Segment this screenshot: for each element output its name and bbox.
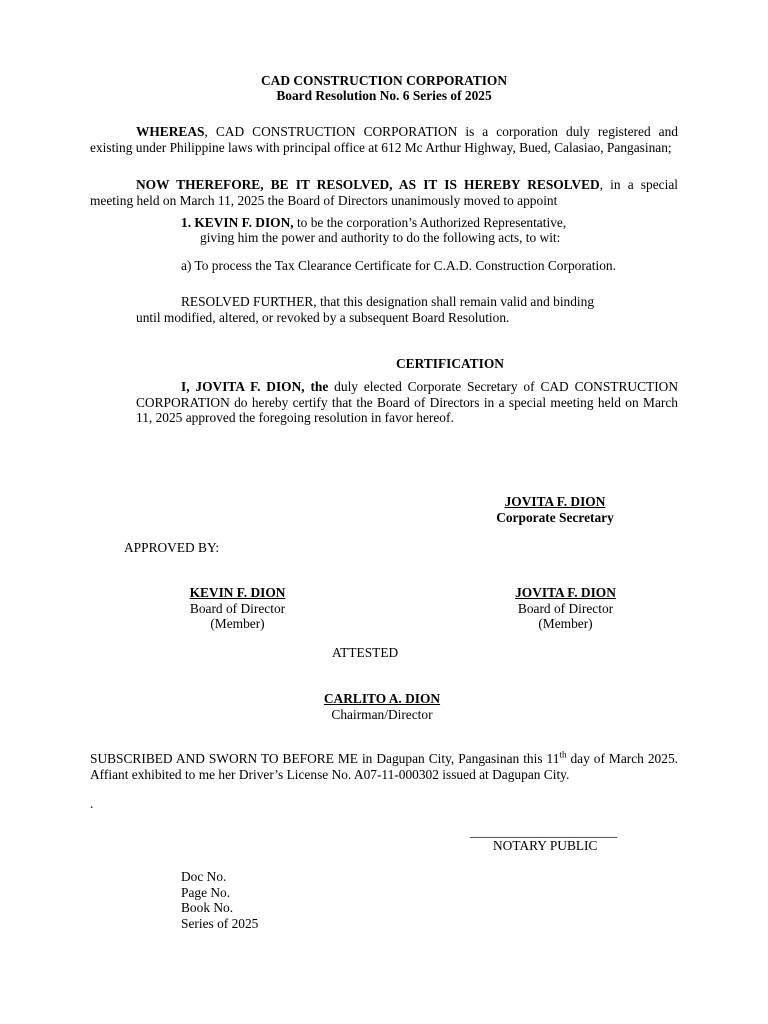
certification-lead: I, JOVITA F. DION, the	[181, 379, 329, 394]
resolved-lead: NOW THEREFORE, BE IT RESOLVED, AS IT IS HEREBY RESOLVED	[136, 177, 600, 192]
secretary-title: Corporate Secretary	[496, 510, 614, 525]
signatory-role: Board of Director	[517, 600, 614, 616]
jurat-part-1: SUBSCRIBED AND SWORN TO BEFORE ME in Dagupan City, Pangasinan this 11	[90, 751, 560, 766]
item-1-line-1	[181, 215, 566, 231]
whereas-text: , CAD CONSTRUCTION CORPORATION is a corporation duly registered and existing under Philippine laws with principal office at 612 Mc Arthur Highway, Bued, Calasiao, Pangasinan;	[90, 124, 678, 155]
doc-info	[181, 869, 258, 931]
chairman-name: CARLITO A. DION	[323, 691, 441, 706]
series-no: Series of 2025	[181, 915, 259, 931]
jurat-part-2: day of March 2025. Affiant exhibited to me her Driver’s License No. A07-11-000302 issued at Dagupan City.	[90, 751, 678, 782]
signatory-name: KEVIN F. DION	[189, 585, 286, 600]
approved-by-label: APPROVED BY:	[124, 540, 220, 555]
whereas-lead: WHEREAS	[136, 124, 205, 139]
book-no: Book No.	[181, 900, 234, 915]
jurat-superscript: th	[559, 749, 567, 760]
signatory-block-jovita	[488, 585, 643, 632]
item-a: a) To process the Tax Clearance Certificate for C.A.D. Construction Corporation.	[181, 258, 616, 273]
item-1-text: to be the corporation’s Authorized Representative,	[293, 215, 567, 230]
page-no: Page No.	[181, 884, 231, 900]
item-1-lead: 1. KEVIN F. DION,	[181, 215, 294, 230]
certification-title: CERTIFICATION	[396, 356, 504, 371]
resolved-paragraph	[90, 177, 678, 208]
resolved-further-line-2: until modified, altered, or revoked by a subsequent Board Resolution.	[136, 310, 510, 325]
resolved-further-line-1: RESOLVED FURTHER, that this designation shall remain valid and binding	[181, 294, 595, 309]
notary-signature-line: ______________________	[470, 824, 618, 839]
whereas-paragraph	[90, 124, 678, 155]
doc-no: Doc No.	[181, 869, 227, 884]
signatory-name: JOVITA F. DION	[515, 585, 616, 600]
item-1-line-2: giving him the power and authority to do the following acts, to wit:	[200, 230, 561, 245]
certification-text: duly elected Corporate Secretary of CAD CONSTRUCTION CORPORATION do hereby certify that the Board of Directors in a special meeting held on March 11, 2025 approved the foregoing resolution in favor hereof.	[136, 379, 678, 425]
signatory-sub: (Member)	[210, 616, 265, 631]
jurat-paragraph	[90, 751, 678, 782]
signatory-role: Board of Director	[189, 600, 286, 616]
company-title: CAD CONSTRUCTION CORPORATION	[260, 73, 507, 88]
chairman-block	[300, 691, 464, 722]
notary-public-label: NOTARY PUBLIC	[493, 838, 598, 853]
resolved-text: , in a special meeting held on March 11, 2025 the Board of Directors unanimously moved to appoint	[90, 177, 678, 208]
jurat-dot: .	[90, 796, 94, 811]
certification-paragraph	[136, 379, 678, 426]
attested-label: ATTESTED	[332, 645, 399, 660]
signatory-block-kevin	[160, 585, 315, 632]
resolution-number: Board Resolution No. 6 Series of 2025	[276, 88, 492, 103]
secretary-name: JOVITA F. DION	[504, 494, 606, 509]
chairman-title: Chairman/Director	[331, 706, 433, 722]
signatory-sub: (Member)	[538, 616, 593, 631]
